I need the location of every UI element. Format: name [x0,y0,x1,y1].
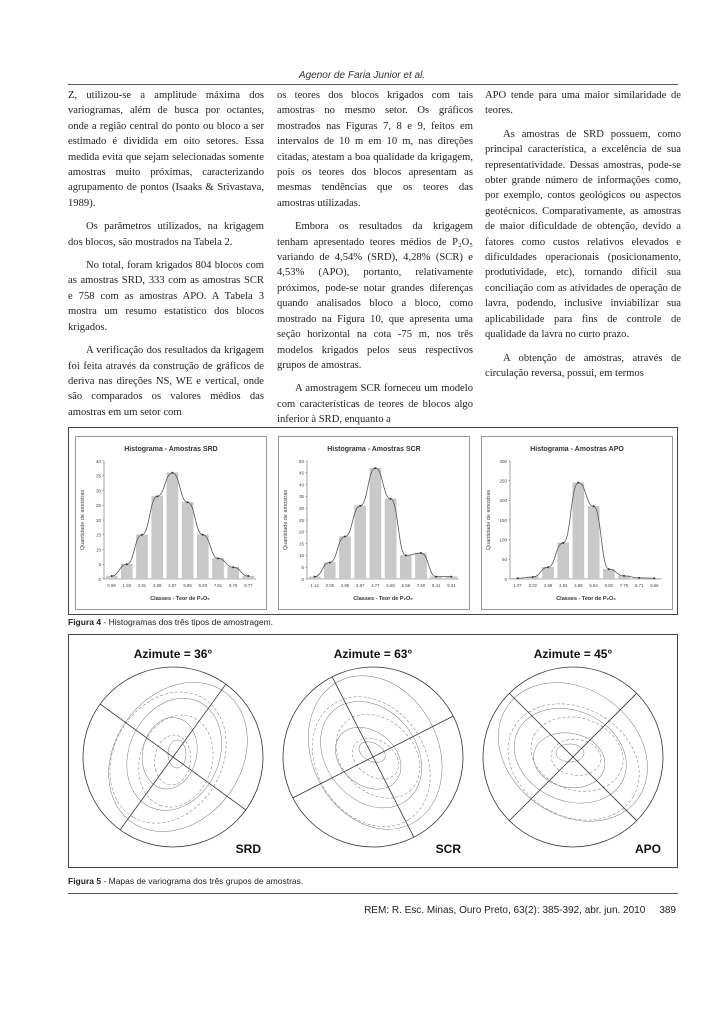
fit-point [314,576,316,578]
x-tick-label: 5.85 [183,583,192,588]
variogram-map-srd-svg [75,641,271,861]
y-tick-label: 20 [95,517,101,523]
y-tick-label: 35 [95,473,101,479]
caption-text: - Mapas de variograma dos três grupos de amostras. [101,876,304,886]
x-tick-label: 9.31 [447,583,456,588]
histogram-srd-svg [76,437,266,609]
histogram-srd [75,436,267,610]
y-tick-label: 40 [95,458,101,464]
x-tick-label: 7.75 [619,583,629,588]
y-tick-label: 5 [301,565,304,570]
y-tick-label: 0 [98,576,101,582]
histogram-bar [136,535,147,579]
histogram-bar [212,558,223,579]
running-header: Agenor de Faria Junior et al. [298,70,426,81]
x-tick-label: 6.83 [198,583,207,588]
x-tick-label: 9.66 [650,583,659,588]
contour-line [152,733,193,786]
histogram-bar [573,483,584,579]
perpendicular-axis [100,704,246,810]
x-tick-label: 7.50 [416,583,426,588]
figure-5-variogram-maps [68,634,678,868]
histogram-bar [588,506,599,579]
fit-point [329,561,331,563]
y-tick-label: 0 [301,576,304,582]
fit-point [390,498,392,500]
y-tick-label: 10 [95,547,101,553]
fit-curve [112,473,249,576]
fit-curve [315,468,452,577]
histogram-scr-svg [279,437,469,609]
journal-citation: REM: R. Esc. Minas, Ouro Preto, 63(2): 385-392, abr. jun. 2010 [364,905,646,916]
y-tick-label: 30 [95,488,101,494]
x-tick-label: 2.05 [325,583,334,588]
x-tick-label: 3.89 [153,583,162,588]
variogram-map-apo-svg [475,641,671,861]
paragraph: Z, utilizou-se a amplitude máxima dos variogramas, além de busca por octantes, onde a região central do ponto ou bloco a ser estimado é dividida em oito setores. Essa medida evita que sejam selecionadas somente amostras muito próximas, caracterizando agrupamento de pontos (Isaaks & Srivastava, 1989). [68,90,264,209]
contour-line [300,681,443,828]
x-tick-label: 8.41 [432,583,441,588]
x-tick-label: 5.68 [386,583,395,588]
histogram-apo [481,436,673,610]
figure-label: Figura 5 [68,876,102,886]
histogram-bar [385,499,396,579]
variogram-map-scr-svg [275,641,471,861]
fit-point [359,505,361,507]
contour-line [283,653,468,853]
fit-point [623,575,625,577]
contour-line [168,740,186,768]
contour-line [499,691,642,820]
fit-point [562,542,564,544]
x-tick-label: 2.96 [340,583,350,588]
fit-point [435,576,437,578]
fit-point [111,575,113,577]
y-tick-label: 50 [298,458,304,464]
x-tick-label: 1.14 [310,583,319,588]
histogram-bar [355,506,366,579]
y-tick-label: 50 [501,557,507,563]
histogram-apo-svg [482,437,672,609]
contour-line [80,655,271,859]
contour-line [136,712,204,794]
fit-point [608,568,610,570]
contour-line [356,738,389,767]
paragraph: A amostragem SCR forneceu um modelo com características de teores de blocos algo inferior à SRD, enquanto a [277,383,473,426]
map-title: Azimute = 63° [333,647,413,661]
x-tick-label: 1.93 [122,583,131,588]
contour-line [475,654,671,850]
contour-line [549,737,602,778]
histogram-bar [167,473,178,579]
paragraph: APO tende para uma maior similaridade de teores. [485,90,681,117]
fit-point [202,534,204,536]
fit-point [517,577,519,579]
y-tick-label: 250 [499,478,507,484]
y-tick-label: 10 [298,553,304,559]
y-tick-label: 35 [298,494,304,500]
histogram-bar [603,569,614,579]
fit-point [593,505,595,507]
histogram-bar [558,543,569,579]
fit-point [653,577,655,579]
histogram-bar [182,502,193,579]
x-tick-label: 2.98 [543,583,553,588]
contour-line [521,705,633,803]
contour-group [475,654,671,850]
paragraph: Embora os resultados da krigagem tenham apresentado teores médios de P₂O₅ variando de 4,54% (SRD), 4,28% (SCR) e 4,53% (APO), portanto, relativamente próximos, pode-se notar grandes diferenças quando analisados bloco a bloco, como mostrado na Figura 10, que apresenta uma seção horizontal na cota -75 m, nos três modelos krigados pelos seus respectivos grupos de amostras. [277,221,473,371]
fit-point [374,467,376,469]
y-tick-label: 200 [499,498,507,504]
y-tick-label: 40 [298,482,304,488]
y-axis-label: Quantidade de amostras [80,489,86,551]
histogram-bar [339,537,350,579]
y-tick-label: 15 [298,541,304,547]
paragraph: No total, foram krigados 804 blocos com as amostras SRD, 333 com as amostras SCR e 758 com as amostras APO. A Tabela 3 mostra um resumo estatístico dos blocos krigados. [68,260,264,333]
text-column-1 [68,88,264,420]
histogram-bar [121,564,132,579]
fit-point [547,566,549,568]
y-tick-label: 25 [95,503,101,509]
x-tick-label: 0.99 [107,583,116,588]
header-rule [68,84,678,85]
x-tick-label: 3.93 [559,583,568,588]
histogram-bar [324,562,335,579]
y-tick-label: 25 [298,517,304,523]
variogram-map-apo [475,641,671,861]
contour-group [80,655,271,859]
fit-point [187,501,189,503]
histogram-scr [278,436,470,610]
paragraph: A verificação dos resultados da krigagem foi feita através da construção de gráficos de deriva nas direções NS, WE e vertical, onde são comparados os valores médios das amostras em um setor com [68,345,264,418]
map-label: SRD [235,842,261,856]
figure-4-caption [68,617,273,627]
fit-point [405,554,407,556]
contour-line [345,730,407,787]
x-axis-label: Classes - Teor de P₂O₅ [353,596,413,602]
x-tick-label: 6.59 [401,583,410,588]
x-tick-label: 4.89 [574,583,583,588]
histogram-bar [415,553,426,579]
fit-point [232,566,234,568]
fit-point [156,495,158,497]
x-tick-label: 2.02 [528,583,537,588]
page-footer [68,905,676,916]
x-tick-label: 1.07 [513,583,522,588]
chart-title: Histograma - Amostras SRD [124,446,218,453]
x-tick-label: 8.71 [635,583,644,588]
figure-5-caption [68,876,303,886]
x-axis-label: Classes - Teor de P₂O₅ [150,596,210,602]
fit-point [344,536,346,538]
fit-point [141,534,143,536]
histogram-bar [400,555,411,579]
footer-rule [68,893,678,894]
map-label: APO [634,842,661,856]
x-tick-label: 4.77 [371,583,380,588]
fit-point [420,552,422,554]
text-column-2 [277,88,473,428]
y-tick-label: 0 [504,576,507,582]
y-tick-label: 45 [298,470,304,476]
fit-point [171,472,173,474]
figure-4-histograms [68,427,678,615]
x-axis-label: Classes - Teor de P₂O₅ [556,596,616,602]
y-tick-label: 20 [298,529,304,535]
contour-line [556,744,584,762]
fit-point [217,557,219,559]
fit-point [247,575,249,577]
paragraph: Os parâmetros utilizados, na krigagem dos blocos, são mostrados na Tabela 2. [68,221,264,248]
y-axis-label: Quantidade de amostras [283,489,289,551]
fit-point [532,576,534,578]
fit-point [450,576,452,578]
page-number: 389 [659,905,676,916]
x-tick-label: 5.84 [589,583,598,588]
contour-line [110,683,239,826]
y-tick-label: 100 [499,537,507,543]
fit-curve [518,483,655,579]
y-tick-label: 5 [98,562,101,568]
variogram-map-scr [275,641,471,861]
text-column-3 [485,88,681,381]
chart-title: Histograma - Amostras SCR [327,446,421,453]
map-label: SCR [435,842,461,856]
x-tick-label: 7.81 [213,583,223,588]
caption-text: - Histogramas dos três tipos de amostragem. [101,617,274,627]
x-tick-label: 9.77 [244,583,253,588]
figure-label: Figura 4 [68,617,102,627]
y-tick-label: 15 [95,532,101,538]
x-tick-label: 6.80 [604,583,613,588]
paragraph: os teores dos blocos krigados com tais amostras no mesmo setor. Os gráficos mostrados nas Figuras 7, 8 e 9, feitos em intervalos de 10 m em 10 m, nas direções citadas, atestam a boa qualidade da krigagem, pois os teores dos blocos apresentam as mesmas tendências que os teores das amostras utilizadas. [277,90,473,209]
chart-title: Histograma - Amostras APO [530,446,624,453]
contour-group [283,653,468,853]
fit-point [126,563,128,565]
paragraph: As amostras de SRD possuem, como principal característica, a excelência de sua representatividade. Dessas amostras, pode-se obter grande número de informações como, por exemplo, contos geológicos ou aspectos geotécnicos. Comparativamente, as amostras de maior dificuldade de obtenção, devido a fatores como custos relativos elevados e dificuldades operacionais (posicionamento, produtividade, etc), tornando difícil sua conciliação com as atividades de operação de lavra, podendo, inclusive inviabilizar sua aplicabilidade para fins de controle de qualidade da lavra no curto prazo. [485,128,681,341]
variogram-map-srd [75,641,271,861]
histogram-bar [370,468,381,579]
y-tick-label: 30 [298,506,304,511]
x-tick-label: 8.79 [229,583,238,588]
y-axis-label: Quantidade de amostras [486,489,492,551]
fit-point [577,482,579,484]
histogram-bar [197,535,208,579]
paragraph: A obtenção de amostras, através de circulação reversa, possui, em termos [485,352,681,379]
x-tick-label: 4.87 [168,583,177,588]
map-title: Azimute = 36° [133,647,213,661]
contour-line [319,698,436,815]
map-title: Azimute = 45° [533,647,613,661]
histogram-bar [228,567,239,579]
fit-point [638,577,640,579]
x-tick-label: 2.91 [137,583,147,588]
histogram-bar [152,496,163,579]
y-tick-label: 300 [499,458,507,464]
y-tick-label: 150 [499,517,507,523]
x-tick-label: 3.87 [356,583,365,588]
